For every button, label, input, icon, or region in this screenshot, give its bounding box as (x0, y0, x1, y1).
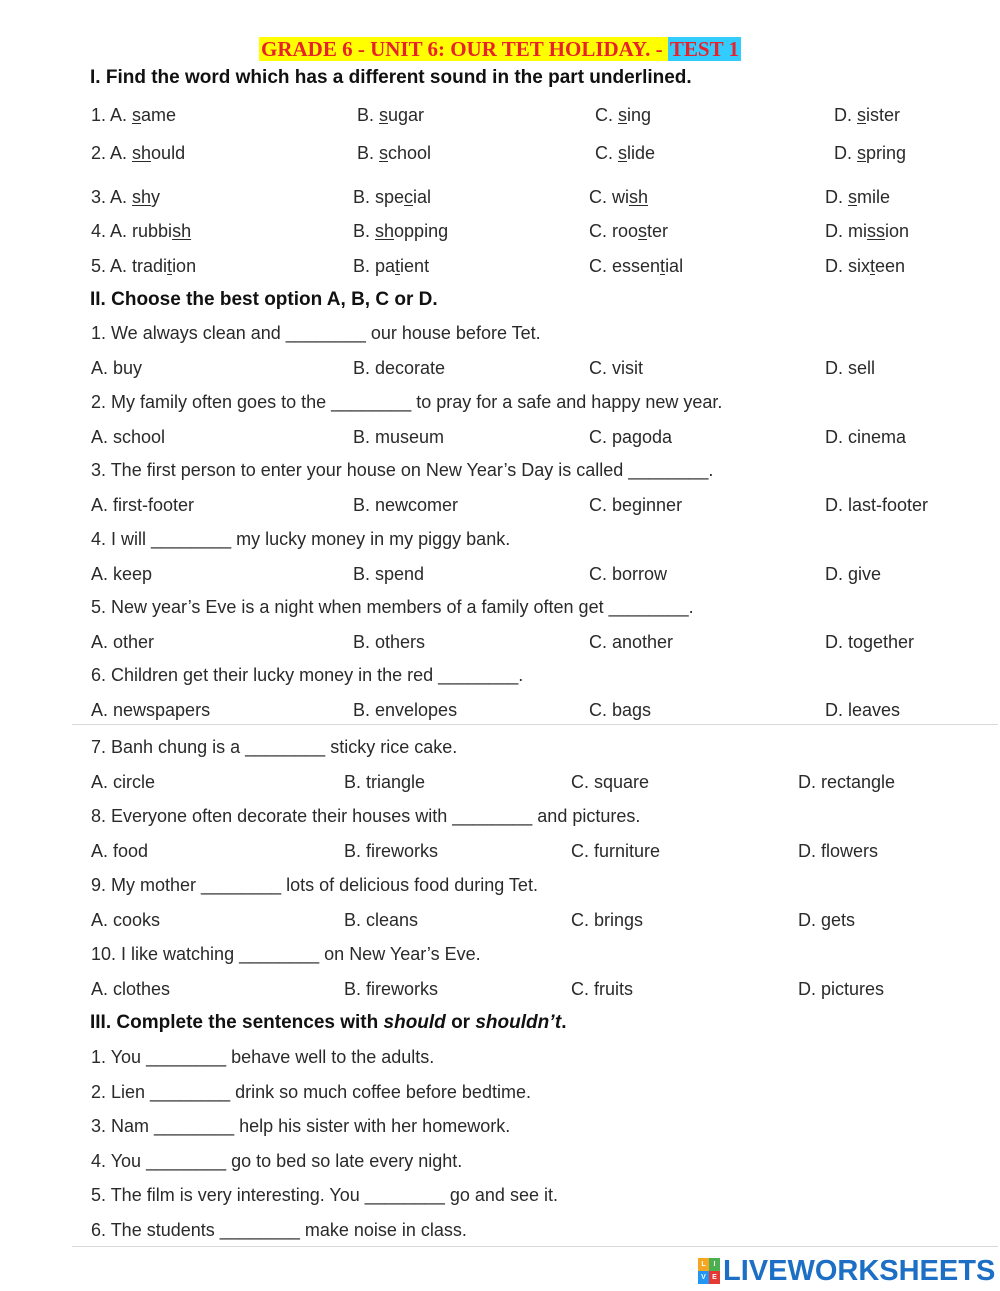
section2-question-5-option-c: C. another (589, 632, 674, 652)
section3-heading-text: III. Complete the sentences with (90, 1012, 384, 1033)
section2-question-10-option-a: A. clothes (91, 979, 171, 999)
section2-question-3-option-b: B. newcomer (353, 495, 459, 515)
section1-row-4-option-d: D. mission (825, 221, 910, 241)
section2-question-6: 6. Children get their lucky money in the red ________. (91, 665, 524, 685)
section2-question-2: 2. My family often goes to the ________ to pray for a safe and happy new year. (91, 392, 723, 412)
section1-row-2-option-a: 2. A. should (91, 143, 186, 163)
title-test-badge: TEST 1 (669, 37, 739, 61)
section3-heading-end: . (561, 1012, 567, 1033)
section2-question-1-option-a: A. buy (91, 358, 143, 378)
section2-question-9-option-c: C. brings (571, 910, 644, 930)
section2-question-4: 4. I will ________ my lucky money in my piggy bank. (91, 529, 511, 549)
section3-heading-should: should (383, 1012, 446, 1033)
liveworksheets-logo-text: LIVEWORKSHEETS (723, 1254, 996, 1287)
section2-question-8: 8. Everyone often decorate their houses with ________ and pictures. (91, 806, 641, 826)
section2-heading: II. Choose the best option A, B, C or D. (90, 289, 438, 310)
section2-question-5-option-d: D. together (825, 632, 915, 652)
logo-icon-tile: V (698, 1271, 709, 1284)
section2-question-5-option-b: B. others (353, 632, 426, 652)
section2-question-8-option-a: A. food (91, 841, 149, 861)
section2-question-1: 1. We always clean and ________ our house before Tet. (91, 323, 541, 343)
section2-question-10-option-b: B. fireworks (344, 979, 439, 999)
title-main: GRADE 6 - UNIT 6: OUR TET HOLIDAY. - (261, 37, 668, 61)
section2-question-4-option-c: C. borrow (589, 564, 668, 584)
section3-item-5: 5. The film is very interesting. You ________ go and see it. (91, 1185, 558, 1205)
section2-question-2-option-d: D. cinema (825, 427, 907, 447)
liveworksheets-logo-icon (698, 1258, 720, 1284)
logo-icon-tile: L (698, 1258, 709, 1271)
section1-row-4-option-a: 4. A. rubbish (91, 221, 192, 241)
section2-question-5-option-a: A. other (91, 632, 155, 652)
section1-row-3-option-a: 3. A. shy (91, 187, 161, 207)
section3-heading (90, 1012, 566, 1034)
section3-heading-shouldnt: shouldn’t (475, 1012, 562, 1033)
section1-heading: I. Find the word which has a different sound in the part underlined. (90, 67, 692, 88)
section2-question-10: 10. I like watching ________ on New Year’s Eve. (91, 944, 481, 964)
section1-row-1-option-d: D. sister (834, 105, 901, 125)
section1-row-3-option-c: C. wish (589, 187, 649, 207)
section2-question-6-option-b: B. envelopes (353, 700, 458, 720)
section2-question-6-option-a: A. newspapers (91, 700, 211, 720)
section1-row-3-option-d: D. smile (825, 187, 891, 207)
section2-question-6-option-c: C. bags (589, 700, 652, 720)
section2-question-2-option-a: A. school (91, 427, 166, 447)
section2-question-3-option-c: C. beginner (589, 495, 683, 515)
section2-question-7-option-a: A. circle (91, 772, 156, 792)
section2-question-7-option-b: B. triangle (344, 772, 426, 792)
section2-question-9-option-a: A. cooks (91, 910, 161, 930)
section2-question-6-option-d: D. leaves (825, 700, 901, 720)
section2-question-4-option-d: D. give (825, 564, 882, 584)
section1-row-4-option-b: B. shopping (353, 221, 449, 241)
section2-question-3: 3. The first person to enter your house on New Year’s Day is called ________. (91, 460, 714, 480)
section3-item-2: 2. Lien ________ drink so much coffee before bedtime. (91, 1082, 531, 1102)
section2-question-1-option-d: D. sell (825, 358, 876, 378)
section2-question-9-option-b: B. cleans (344, 910, 419, 930)
section2-question-1-option-c: C. visit (589, 358, 643, 378)
worksheet-title (0, 36, 1000, 62)
section2-question-2-option-b: B. museum (353, 427, 445, 447)
section3-item-1: 1. You ________ behave well to the adults. (91, 1047, 435, 1067)
page-divider (72, 724, 998, 725)
section1-row-2-option-b: B. school (357, 143, 432, 163)
section2-question-9: 9. My mother ________ lots of delicious food during Tet. (91, 875, 538, 895)
section2-question-8-option-c: C. furniture (571, 841, 661, 861)
section1-row-1-option-a: 1. A. same (91, 105, 177, 125)
section2-question-7-option-c: C. square (571, 772, 650, 792)
section2-question-7-option-d: D. rectangle (798, 772, 896, 792)
section3-item-6: 6. The students ________ make noise in class. (91, 1220, 467, 1240)
section2-question-4-option-a: A. keep (91, 564, 153, 584)
section2-question-8-option-b: B. fireworks (344, 841, 439, 861)
section3-item-3: 3. Nam ________ help his sister with her homework. (91, 1116, 511, 1136)
liveworksheets-logo (698, 1256, 995, 1286)
section2-question-7: 7. Banh chung is a ________ sticky rice cake. (91, 737, 458, 757)
section2-question-9-option-d: D. gets (798, 910, 856, 930)
section1-row-1-option-b: B. sugar (357, 105, 425, 125)
section1-row-5-option-d: D. sixteen (825, 256, 906, 276)
section1-row-2-option-c: C. slide (595, 143, 656, 163)
section3-heading-or: or (445, 1012, 476, 1033)
bottom-divider (72, 1246, 998, 1247)
section1-row-3-option-b: B. special (353, 187, 432, 207)
section2-question-10-option-d: D. pictures (798, 979, 885, 999)
section1-row-5-option-a: 5. A. tradition (91, 256, 197, 276)
section2-question-10-option-c: C. fruits (571, 979, 634, 999)
section2-question-8-option-d: D. flowers (798, 841, 879, 861)
logo-icon-tile: E (709, 1271, 720, 1284)
logo-icon-tile: I (709, 1258, 720, 1271)
section1-row-1-option-c: C. sing (595, 105, 652, 125)
section2-question-5: 5. New year’s Eve is a night when members of a family often get ________. (91, 597, 694, 617)
section1-row-5-option-b: B. patient (353, 256, 430, 276)
section1-row-4-option-c: C. rooster (589, 221, 669, 241)
section2-question-2-option-c: C. pagoda (589, 427, 673, 447)
section1-row-2-option-d: D. spring (834, 143, 907, 163)
section2-question-1-option-b: B. decorate (353, 358, 446, 378)
section1-row-5-option-c: C. essential (589, 256, 684, 276)
section3-item-4: 4. You ________ go to bed so late every night. (91, 1151, 463, 1171)
section2-question-3-option-d: D. last-footer (825, 495, 929, 515)
section2-question-3-option-a: A. first-footer (91, 495, 195, 515)
section2-question-4-option-b: B. spend (353, 564, 425, 584)
